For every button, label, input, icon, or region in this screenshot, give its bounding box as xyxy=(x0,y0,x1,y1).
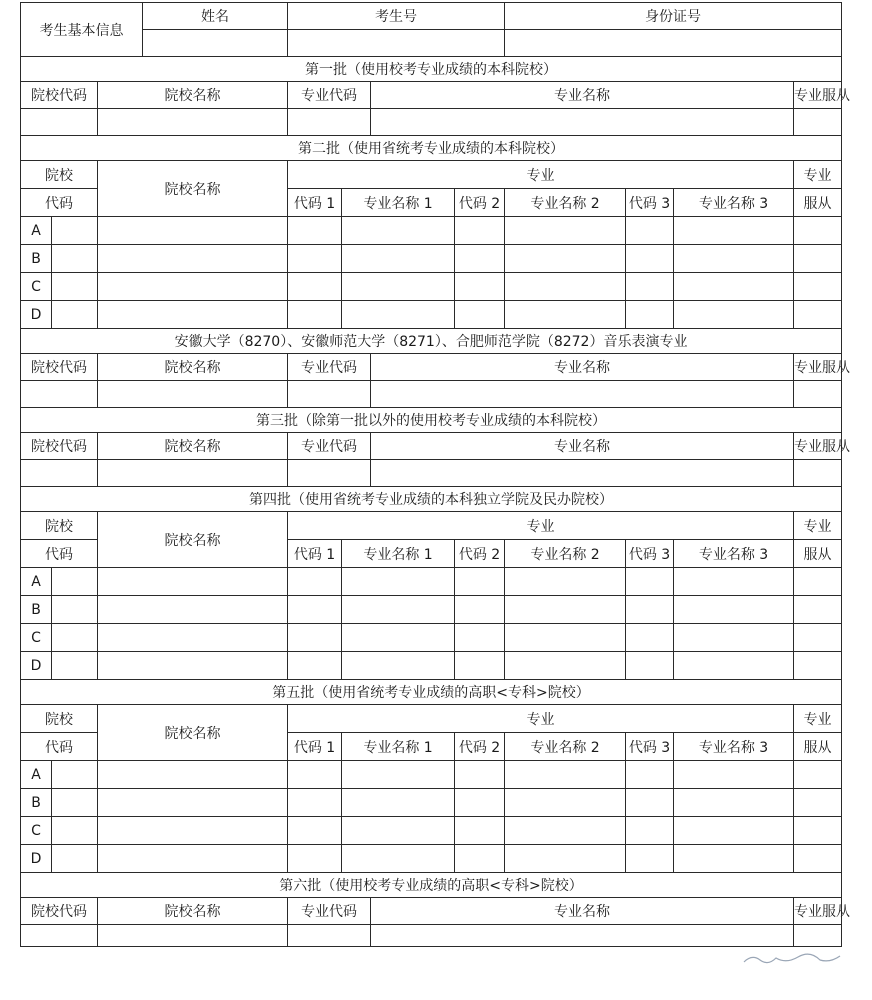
code1-cell[interactable] xyxy=(288,245,342,273)
major2-header: 专业名称 2 xyxy=(505,189,626,217)
obey-header-l1: 专业 xyxy=(794,161,842,189)
major2-cell[interactable] xyxy=(505,845,626,873)
major1-cell[interactable] xyxy=(342,301,455,329)
major1-cell[interactable] xyxy=(342,245,455,273)
school-code-header: 院校代码 xyxy=(21,898,98,925)
code2-cell[interactable] xyxy=(455,301,505,329)
major1-cell[interactable] xyxy=(342,596,455,624)
major3-cell[interactable] xyxy=(674,652,794,680)
obey-header: 专业服从 xyxy=(794,354,842,381)
obey-field[interactable] xyxy=(794,381,842,408)
table-row xyxy=(21,245,842,273)
obey-cell[interactable] xyxy=(794,301,842,329)
code2-cell[interactable] xyxy=(455,568,505,596)
major1-cell[interactable] xyxy=(342,624,455,652)
code3-cell[interactable] xyxy=(626,217,674,245)
code1-header: 代码 1 xyxy=(288,189,342,217)
major2-cell[interactable] xyxy=(505,624,626,652)
major1-cell[interactable] xyxy=(342,817,455,845)
major2-cell[interactable] xyxy=(505,817,626,845)
school-name-header: 院校名称 xyxy=(98,161,288,217)
code3-cell[interactable] xyxy=(626,568,674,596)
major3-cell[interactable] xyxy=(674,301,794,329)
school-name-header: 院校名称 xyxy=(98,705,288,761)
school-name-cell[interactable] xyxy=(98,596,288,624)
code2-header: 代码 2 xyxy=(455,189,505,217)
section-title-2: 第二批（使用省统考专业成绩的本科院校） xyxy=(21,136,842,161)
code2-cell[interactable] xyxy=(455,596,505,624)
major2-header: 专业名称 2 xyxy=(505,540,626,568)
code2-cell[interactable] xyxy=(455,217,505,245)
school-name-cell[interactable] xyxy=(98,652,288,680)
school-name-cell[interactable] xyxy=(98,845,288,873)
major-group-header: 专业 xyxy=(288,161,794,189)
major1-cell[interactable] xyxy=(342,789,455,817)
code1-cell[interactable] xyxy=(288,761,342,789)
school-code-cell[interactable] xyxy=(52,761,98,789)
school-code-cell[interactable] xyxy=(52,817,98,845)
row-label-c: C xyxy=(21,624,52,652)
school-code-field[interactable] xyxy=(21,925,98,947)
obey-cell[interactable] xyxy=(794,761,842,789)
row-label-b: B xyxy=(21,245,52,273)
school-code-cell[interactable] xyxy=(52,845,98,873)
school-name-header: 院校名称 xyxy=(98,82,288,109)
major-code-field[interactable] xyxy=(288,460,371,487)
school-name-field[interactable] xyxy=(98,109,288,136)
code1-cell[interactable] xyxy=(288,568,342,596)
table-row xyxy=(21,817,842,845)
table-row xyxy=(21,273,842,301)
code1-cell[interactable] xyxy=(288,301,342,329)
school-name-cell[interactable] xyxy=(98,817,288,845)
school-code-header: 院校代码 xyxy=(21,82,98,109)
row-label-a: A xyxy=(21,217,52,245)
major1-header: 专业名称 1 xyxy=(342,189,455,217)
code3-header: 代码 3 xyxy=(626,733,674,761)
code3-cell[interactable] xyxy=(626,845,674,873)
obey-cell[interactable] xyxy=(794,817,842,845)
major3-header: 专业名称 3 xyxy=(674,733,794,761)
code2-cell[interactable] xyxy=(455,817,505,845)
major1-cell[interactable] xyxy=(342,217,455,245)
major1-cell[interactable] xyxy=(342,652,455,680)
school-name-cell[interactable] xyxy=(98,789,288,817)
row-label-c: C xyxy=(21,817,52,845)
code2-cell[interactable] xyxy=(455,761,505,789)
code2-header: 代码 2 xyxy=(455,540,505,568)
obey-cell[interactable] xyxy=(794,652,842,680)
obey-header: 专业服从 xyxy=(794,433,842,460)
section-title-5: 第五批（使用省统考专业成绩的高职<专科>院校） xyxy=(21,680,842,705)
code1-cell[interactable] xyxy=(288,845,342,873)
code2-cell[interactable] xyxy=(455,845,505,873)
school-name-header: 院校名称 xyxy=(98,512,288,568)
major1-header: 专业名称 1 xyxy=(342,540,455,568)
school-code-field[interactable] xyxy=(21,460,98,487)
form-table xyxy=(20,2,851,947)
row-label-c: C xyxy=(21,273,52,301)
obey-header: 专业服从 xyxy=(794,82,842,109)
code1-cell[interactable] xyxy=(288,217,342,245)
code3-cell[interactable] xyxy=(626,596,674,624)
code3-cell[interactable] xyxy=(626,789,674,817)
major-code-field[interactable] xyxy=(288,109,371,136)
major2-cell[interactable] xyxy=(505,761,626,789)
row-label-d: D xyxy=(21,652,52,680)
school-name-cell[interactable] xyxy=(98,245,288,273)
major-name-field[interactable] xyxy=(371,460,794,487)
major-name-field[interactable] xyxy=(371,109,794,136)
row-label-b: B xyxy=(21,596,52,624)
section-title-1: 第一批（使用校考专业成绩的本科院校） xyxy=(21,57,842,82)
school-name-cell[interactable] xyxy=(98,273,288,301)
obey-cell[interactable] xyxy=(794,273,842,301)
school-code-header-l2: 代码 xyxy=(21,540,98,568)
major-code-header: 专业代码 xyxy=(288,354,371,381)
major2-cell[interactable] xyxy=(505,568,626,596)
school-name-field[interactable] xyxy=(98,925,288,947)
code1-cell[interactable] xyxy=(288,596,342,624)
major-name-header: 专业名称 xyxy=(371,898,794,925)
major-group-header: 专业 xyxy=(288,512,794,540)
school-name-cell[interactable] xyxy=(98,568,288,596)
major2-cell[interactable] xyxy=(505,652,626,680)
obey-cell[interactable] xyxy=(794,789,842,817)
school-code-cell[interactable] xyxy=(52,273,98,301)
code1-cell[interactable] xyxy=(288,817,342,845)
major-code-field[interactable] xyxy=(288,925,371,947)
major2-cell[interactable] xyxy=(505,301,626,329)
major2-cell[interactable] xyxy=(505,596,626,624)
obey-header-l2: 服从 xyxy=(794,733,842,761)
school-code-header: 院校代码 xyxy=(21,433,98,460)
obey-cell[interactable] xyxy=(794,568,842,596)
basic-info-label: 考生基本信息 xyxy=(21,3,143,57)
code3-header: 代码 3 xyxy=(626,540,674,568)
section-title-6: 第六批（使用校考专业成绩的高职<专科>院校） xyxy=(21,873,842,898)
school-name-cell[interactable] xyxy=(98,217,288,245)
table-row xyxy=(21,845,842,873)
school-name-cell[interactable] xyxy=(98,624,288,652)
school-name-header: 院校名称 xyxy=(98,433,288,460)
major3-header: 专业名称 3 xyxy=(674,540,794,568)
obey-header: 专业服从 xyxy=(794,898,842,925)
table-row xyxy=(21,568,842,596)
code2-cell[interactable] xyxy=(455,245,505,273)
code1-cell[interactable] xyxy=(288,652,342,680)
major1-cell[interactable] xyxy=(342,568,455,596)
row-label-a: A xyxy=(21,568,52,596)
obey-field[interactable] xyxy=(794,109,842,136)
school-code-field[interactable] xyxy=(21,109,98,136)
obey-header-l1: 专业 xyxy=(794,512,842,540)
name-field[interactable] xyxy=(143,30,288,57)
obey-header-l2: 服从 xyxy=(794,540,842,568)
major2-cell[interactable] xyxy=(505,217,626,245)
code3-cell[interactable] xyxy=(626,301,674,329)
school-name-field[interactable] xyxy=(98,460,288,487)
obey-cell[interactable] xyxy=(794,596,842,624)
obey-header-l2: 服从 xyxy=(794,189,842,217)
code2-cell[interactable] xyxy=(455,652,505,680)
major3-cell[interactable] xyxy=(674,273,794,301)
row-label-b: B xyxy=(21,789,52,817)
major2-cell[interactable] xyxy=(505,789,626,817)
school-code-cell[interactable] xyxy=(52,652,98,680)
major-name-field[interactable] xyxy=(371,381,794,408)
school-name-header: 院校名称 xyxy=(98,898,288,925)
table-row xyxy=(21,596,842,624)
code1-header: 代码 1 xyxy=(288,733,342,761)
major-group-header: 专业 xyxy=(288,705,794,733)
major3-cell[interactable] xyxy=(674,568,794,596)
exam-number-label: 考生号 xyxy=(288,3,505,30)
major1-cell[interactable] xyxy=(342,761,455,789)
major3-header: 专业名称 3 xyxy=(674,189,794,217)
obey-field[interactable] xyxy=(794,460,842,487)
table-row xyxy=(21,217,842,245)
code3-cell[interactable] xyxy=(626,761,674,789)
code3-cell[interactable] xyxy=(626,652,674,680)
major2-cell[interactable] xyxy=(505,245,626,273)
major-name-header: 专业名称 xyxy=(371,82,794,109)
code3-cell[interactable] xyxy=(626,245,674,273)
major-name-header: 专业名称 xyxy=(371,354,794,381)
major1-cell[interactable] xyxy=(342,845,455,873)
major-name-header: 专业名称 xyxy=(371,433,794,460)
school-code-cell[interactable] xyxy=(52,568,98,596)
school-code-header-l1: 院校 xyxy=(21,512,98,540)
major1-cell[interactable] xyxy=(342,273,455,301)
major1-header: 专业名称 1 xyxy=(342,733,455,761)
exam-number-field[interactable] xyxy=(288,30,505,57)
code2-cell[interactable] xyxy=(455,624,505,652)
major3-cell[interactable] xyxy=(674,761,794,789)
school-name-header: 院校名称 xyxy=(98,354,288,381)
major-name-field[interactable] xyxy=(371,925,794,947)
school-code-cell[interactable] xyxy=(52,789,98,817)
table-row xyxy=(21,761,842,789)
school-code-header-l2: 代码 xyxy=(21,733,98,761)
school-code-cell[interactable] xyxy=(52,245,98,273)
school-code-header-l1: 院校 xyxy=(21,161,98,189)
section-title-music: 安徽大学（8270）、安徽师范大学（8271）、合肥师范学院（8272）音乐表演专业 xyxy=(21,329,842,354)
school-code-field[interactable] xyxy=(21,381,98,408)
school-name-field[interactable] xyxy=(98,381,288,408)
major3-cell[interactable] xyxy=(674,789,794,817)
application-form xyxy=(20,2,851,947)
code1-cell[interactable] xyxy=(288,624,342,652)
table-row xyxy=(21,624,842,652)
major-code-header: 专业代码 xyxy=(288,433,371,460)
school-code-cell[interactable] xyxy=(52,624,98,652)
major3-cell[interactable] xyxy=(674,845,794,873)
id-number-field[interactable] xyxy=(505,30,842,57)
table-row xyxy=(21,301,842,329)
row-label-d: D xyxy=(21,845,52,873)
school-name-cell[interactable] xyxy=(98,301,288,329)
major3-cell[interactable] xyxy=(674,596,794,624)
code3-header: 代码 3 xyxy=(626,189,674,217)
code1-cell[interactable] xyxy=(288,273,342,301)
obey-cell[interactable] xyxy=(794,217,842,245)
code1-cell[interactable] xyxy=(288,789,342,817)
school-code-header-l1: 院校 xyxy=(21,705,98,733)
row-label-a: A xyxy=(21,761,52,789)
code2-cell[interactable] xyxy=(455,273,505,301)
code2-cell[interactable] xyxy=(455,789,505,817)
table-row xyxy=(21,789,842,817)
school-code-cell[interactable] xyxy=(52,596,98,624)
row-label-d: D xyxy=(21,301,52,329)
major2-cell[interactable] xyxy=(505,273,626,301)
major3-cell[interactable] xyxy=(674,217,794,245)
code2-header: 代码 2 xyxy=(455,733,505,761)
obey-header-l1: 专业 xyxy=(794,705,842,733)
code3-cell[interactable] xyxy=(626,817,674,845)
obey-cell[interactable] xyxy=(794,245,842,273)
school-name-cell[interactable] xyxy=(98,761,288,789)
school-code-header: 院校代码 xyxy=(21,354,98,381)
code3-cell[interactable] xyxy=(626,624,674,652)
school-code-cell[interactable] xyxy=(52,217,98,245)
school-code-header-l2: 代码 xyxy=(21,189,98,217)
school-code-cell[interactable] xyxy=(52,301,98,329)
name-label: 姓名 xyxy=(143,3,288,30)
code3-cell[interactable] xyxy=(626,273,674,301)
obey-cell[interactable] xyxy=(794,624,842,652)
major-code-header: 专业代码 xyxy=(288,82,371,109)
major3-cell[interactable] xyxy=(674,624,794,652)
major2-header: 专业名称 2 xyxy=(505,733,626,761)
major3-cell[interactable] xyxy=(674,245,794,273)
obey-field[interactable] xyxy=(794,925,842,947)
table-row xyxy=(21,652,842,680)
code1-header: 代码 1 xyxy=(288,540,342,568)
section-title-3: 第三批（除第一批以外的使用校考专业成绩的本科院校） xyxy=(21,408,842,433)
obey-cell[interactable] xyxy=(794,845,842,873)
section-title-4: 第四批（使用省统考专业成绩的本科独立学院及民办院校） xyxy=(21,487,842,512)
major3-cell[interactable] xyxy=(674,817,794,845)
watermark-graphic xyxy=(742,948,842,968)
major-code-header: 专业代码 xyxy=(288,898,371,925)
major-code-field[interactable] xyxy=(288,381,371,408)
id-number-label: 身份证号 xyxy=(505,3,842,30)
